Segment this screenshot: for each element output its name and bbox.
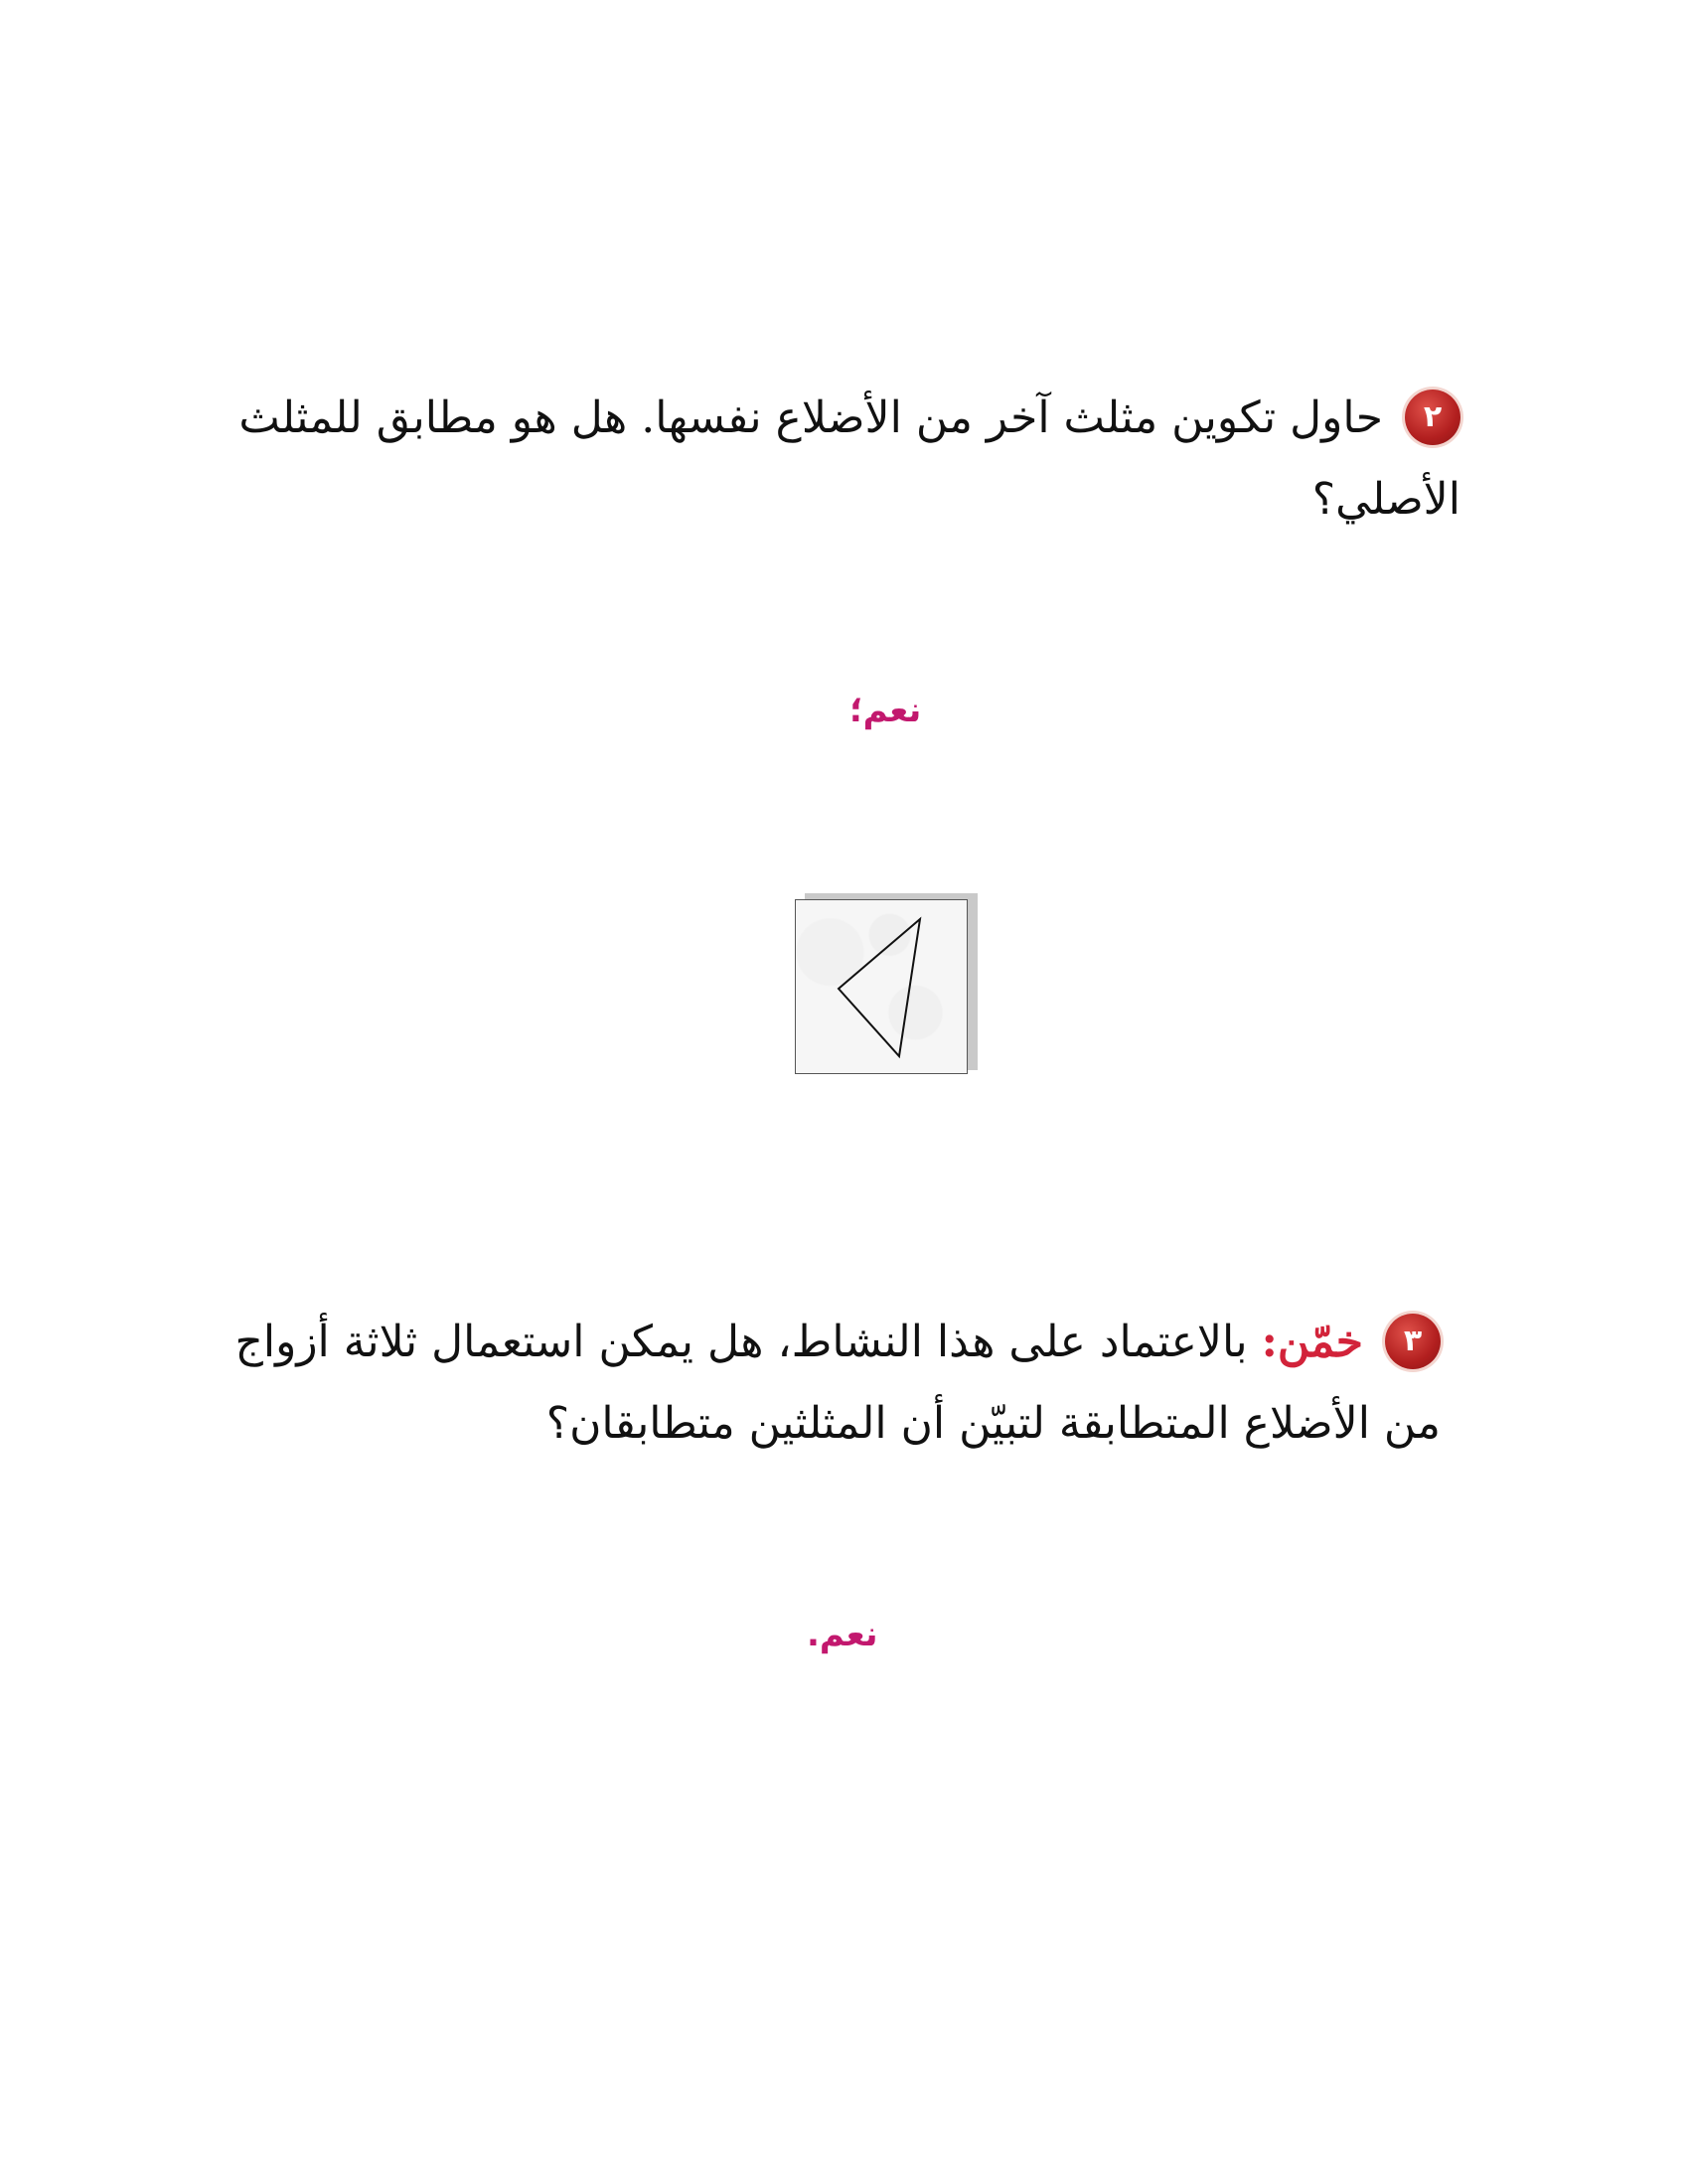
triangle-figure: [795, 899, 974, 1078]
question-number-badge: ٣: [1385, 1314, 1441, 1369]
question-number-badge: ٢: [1405, 390, 1460, 445]
answer-3: نعم.: [807, 1615, 878, 1654]
question-2-line-2: [288, 459, 1460, 541]
question-3: [149, 1302, 1441, 1465]
question-3-text-line-2: من الأضلاع المتطابقة لتبيّن أن المثلثين متطابقان؟: [545, 1398, 1441, 1449]
triangle-svg: [795, 899, 970, 1076]
triangle-shape: [839, 919, 920, 1056]
question-3-line-2: [149, 1383, 1441, 1465]
guess-keyword: خمّن:: [1261, 1317, 1363, 1367]
question-3-line-1: [149, 1302, 1441, 1383]
question-2-text-line-1: حاول تكوين مثلث آخر من الأضلاع نفسها. هل هو مطابق للمثلث: [238, 392, 1383, 443]
answer-2: نعم؛: [849, 691, 922, 730]
question-2: [238, 378, 1460, 541]
question-3-text-line-1: بالاعتماد على هذا النشاط، هل يمكن استعمال ثلاثة أزواج: [234, 1317, 1248, 1367]
question-2-line-1: [238, 378, 1460, 459]
question-2-text-line-2: الأصلي؟: [1311, 474, 1460, 525]
